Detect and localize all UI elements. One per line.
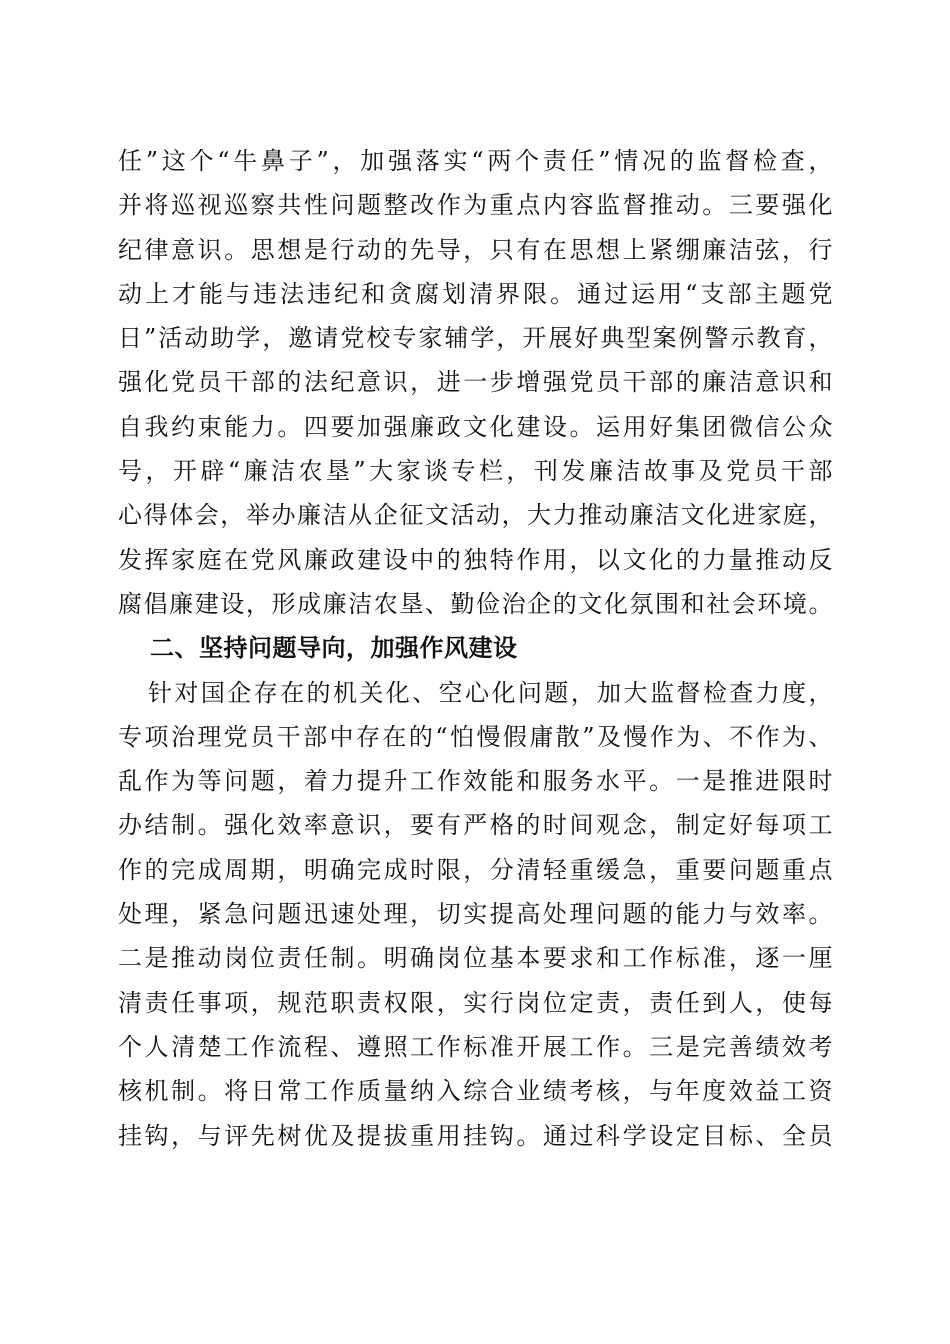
paragraph-work-style (118, 671, 833, 1158)
body-text (118, 139, 833, 1158)
text-line: 专项治理党员干部中存在的“怕慢假庸散”及慢作为、不作为、 (118, 722, 833, 751)
text-line: 办结制。强化效率意识，要有严格的时间观念，制定好每项工 (118, 811, 833, 840)
text-line: 动上才能与违法违纪和贪腐划清界限。通过运用“支部主题党 (118, 279, 833, 308)
text-line: 挂钩，与评先树优及提拔重用挂钩。通过科学设定目标、全员 (118, 1121, 833, 1150)
paragraph-discipline (118, 139, 833, 626)
text-line: 针对国企存在的机关化、空心化问题，加大监督检查力度， (148, 678, 833, 707)
section-heading: 二、坚持问题导向，加强作风建设 (150, 634, 518, 663)
text-line: 号，开辟“廉洁农垦”大家谈专栏，刊发廉洁故事及党员干部 (118, 457, 833, 486)
text-line: 乱作为等问题，着力提升工作效能和服务水平。一是推进限时 (118, 767, 833, 796)
text-line: 个人清楚工作流程、遵照工作标准开展工作。三是完善绩效考 (118, 1032, 833, 1061)
text-line: 日”活动助学，邀请党校专家辅学，开展好典型案例警示教育， (118, 324, 833, 353)
text-line: 作的完成周期，明确完成时限，分清轻重缓急，重要问题重点 (118, 855, 833, 884)
text-line: 核机制。将日常工作质量纳入综合业绩考核，与年度效益工资 (118, 1077, 833, 1106)
text-line: 发挥家庭在党风廉政建设中的独特作用，以文化的力量推动反 (118, 545, 833, 574)
text-line: 任”这个“牛鼻子”，加强落实“两个责任”情况的监督检查， (118, 147, 833, 175)
text-line: 自我约束能力。四要加强廉政文化建设。运用好集团微信公众 (118, 412, 833, 441)
text-line: 清责任事项，规范职责权限，实行岗位定责，责任到人，使每 (118, 988, 833, 1017)
text-line: 心得体会，举办廉洁从企征文活动，大力推动廉洁文化进家庭， (118, 501, 833, 530)
text-line: 处理，紧急问题迅速处理，切实提高处理问题的能力与效率。 (118, 900, 833, 929)
text-line: 并将巡视巡察共性问题整改作为重点内容监督推动。三要强化 (118, 191, 833, 220)
text-line: 纪律意识。思想是行动的先导，只有在思想上紧绷廉洁弦，行 (118, 235, 833, 264)
text-line: 腐倡廉建设，形成廉洁农垦、勤俭治企的文化氛围和社会环境。 (118, 589, 833, 618)
text-line: 二是推动岗位责任制。明确岗位基本要求和工作标准，逐一厘 (118, 944, 833, 973)
text-line: 强化党员干部的法纪意识，进一步增强党员干部的廉洁意识和 (118, 368, 833, 397)
